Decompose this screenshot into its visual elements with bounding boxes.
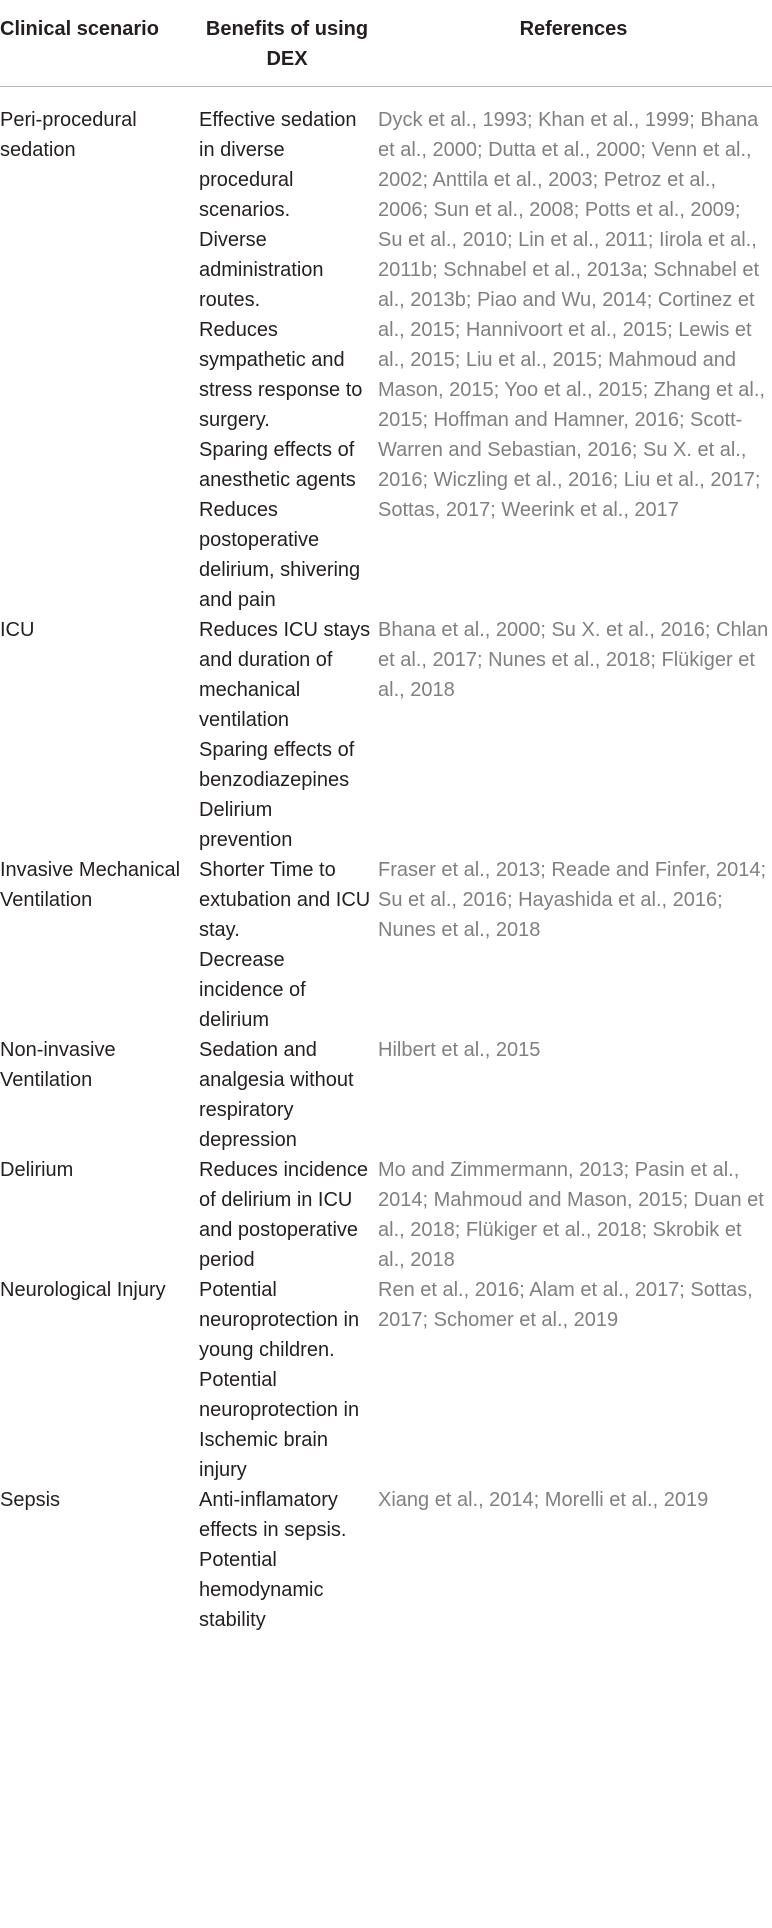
benefit-item: Sparing effects of benzodiazepines (199, 739, 355, 791)
benefits-cell (199, 855, 375, 1035)
benefit-item: Sparing effects of anesthetic agents (199, 439, 356, 491)
benefit-item: Reduces ICU stays and duration of mechanical ventilation (199, 619, 371, 731)
table-row (0, 1485, 772, 1635)
benefit-item: Sedation and analgesia without respiratory depression (199, 1039, 354, 1151)
references-cell: Xiang et al., 2014; Morelli et al., 2019 (378, 1489, 709, 1511)
table-row (0, 1275, 772, 1485)
table-body (0, 87, 772, 1636)
references-cell: Ren et al., 2016; Alam et al., 2017; Sottas, 2017; Schomer et al., 2019 (378, 1279, 753, 1331)
benefits-cell (199, 87, 375, 616)
benefit-item: Shorter Time to extubation and ICU stay. (199, 859, 371, 941)
table-row (0, 1155, 772, 1275)
scenario-cell: Neurological Injury (0, 1279, 166, 1301)
benefit-item: Delirium prevention (199, 799, 293, 851)
references-cell: Mo and Zimmermann, 2013; Pasin et al., 2014; Mahmoud and Mason, 2015; Duan et al., 2018; Flükiger et al., 2018; Skrobik et al., 2018 (378, 1159, 764, 1271)
benefit-item: Reduces incidence of delirium in ICU and postoperative period (199, 1159, 368, 1271)
scenario-cell: Non-invasive Ventilation (0, 1039, 116, 1091)
benefit-item: Effective sedation in diverse procedural scenarios. (199, 109, 357, 221)
header-clinical-scenario: Clinical scenario (0, 0, 199, 87)
benefits-cell (199, 615, 375, 855)
table-row (0, 855, 772, 1035)
header-benefits: Benefits of using DEX (199, 0, 375, 87)
benefit-item: Diverse administration routes. (199, 229, 324, 311)
benefits-cell (199, 1155, 375, 1275)
table-row (0, 615, 772, 855)
scenario-cell: Sepsis (0, 1489, 61, 1511)
benefit-item: Reduces sympathetic and stress response to surgery. (199, 319, 363, 431)
references-cell: Hilbert et al., 2015 (378, 1039, 541, 1061)
references-cell: Dyck et al., 1993; Khan et al., 1999; Bhana et al., 2000; Dutta et al., 2000; Venn et al., 2002; Anttila et al., 2003; Petroz et al., 2006; Sun et al., 2008; Potts et al., 2009; Su et al., 2010; Lin et al., 2011; Iirola et al., 2011b; Schnabel et al., 2013a; Schnabel et al., 2013b; Piao and Wu, 2014; Cortinez et al., 2015; Hannivoort et al., 2015; Lewis et al., 2015; Liu et al., 2015; Mahmoud and Mason, 2015; Yoo et al., 2015; Zhang et al., 2015; Hoffman and Hamner, 2016; Scott-Warren and Sebastian, 2016; Su X. et al., 2016; Wiczling et al., 2016; Liu et al., 2017; Sottas, 2017; Weerink et al., 2017 (378, 109, 765, 521)
table-row (0, 87, 772, 616)
benefits-cell (199, 1485, 375, 1635)
benefit-item: Potential neuroprotection in Ischemic brain injury (199, 1369, 360, 1481)
header-row (0, 0, 772, 87)
benefit-item: Potential hemodynamic stability (199, 1549, 324, 1631)
table-header (0, 0, 772, 87)
benefit-item: Anti-inflamatory effects in sepsis. (199, 1489, 347, 1541)
header-references: References (375, 0, 772, 87)
references-cell: Bhana et al., 2000; Su X. et al., 2016; Chlan et al., 2017; Nunes et al., 2018; Flükiger et al., 2018 (378, 619, 769, 701)
scenario-cell: Invasive Mechanical Ventilation (0, 859, 181, 911)
scenario-cell: Peri-procedural sedation (0, 109, 137, 161)
benefit-item: Reduces postoperative delirium, shivering and pain (199, 499, 361, 611)
scenario-cell: Delirium (0, 1159, 74, 1181)
benefit-item: Potential neuroprotection in young children. (199, 1279, 360, 1361)
references-cell: Fraser et al., 2013; Reade and Finfer, 2014; Su et al., 2016; Hayashida et al., 2016; Nunes et al., 2018 (378, 859, 767, 941)
benefits-cell (199, 1035, 375, 1155)
scenario-cell: ICU (0, 619, 35, 641)
benefit-item: Decrease incidence of delirium (199, 949, 306, 1031)
benefits-cell (199, 1275, 375, 1485)
table-row (0, 1035, 772, 1155)
